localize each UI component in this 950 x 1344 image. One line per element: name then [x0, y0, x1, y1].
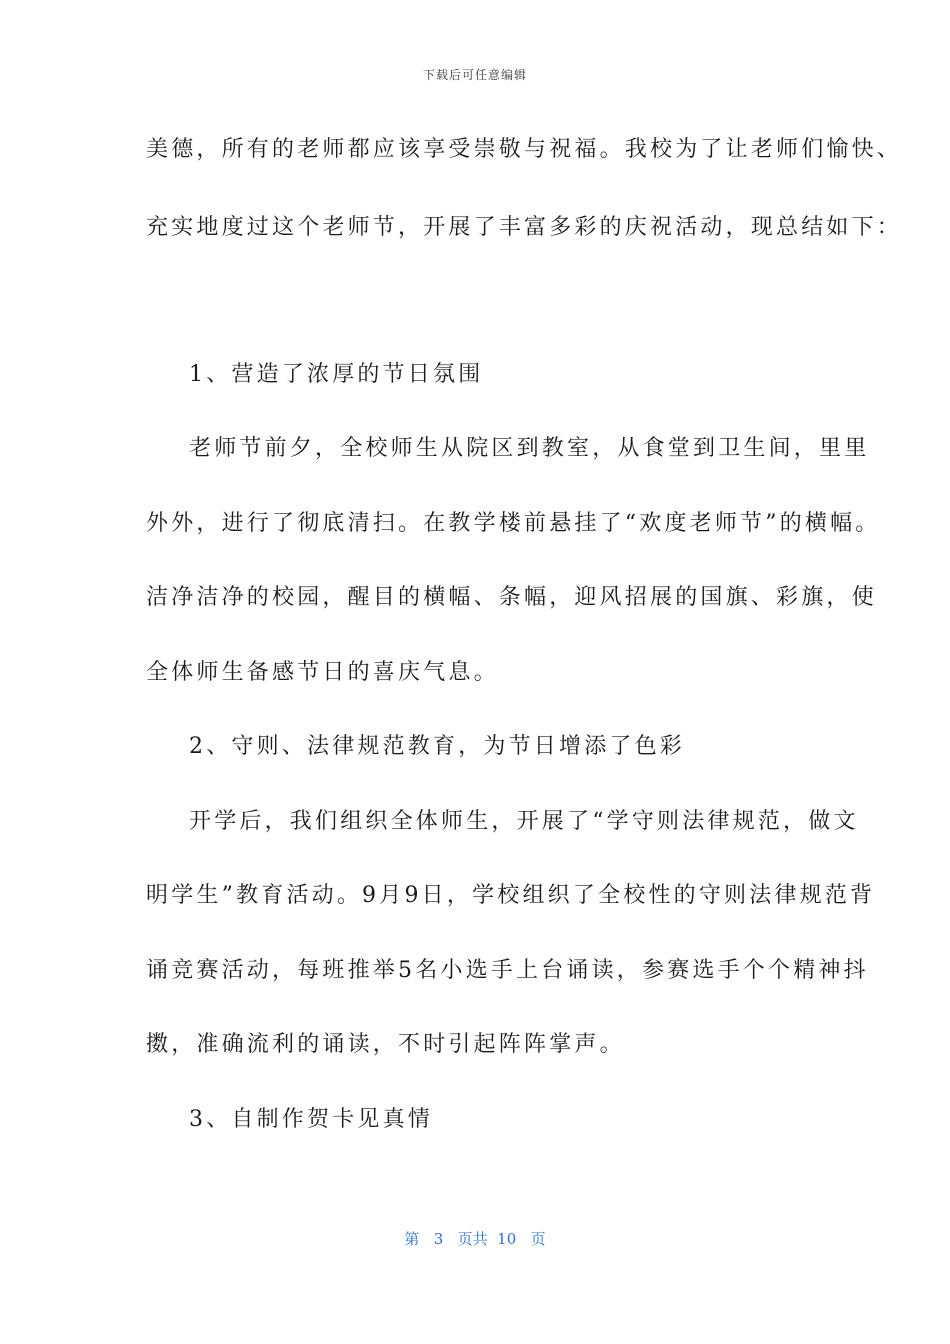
paragraph-line: 全体师生备感节日的喜庆气息。 [146, 660, 499, 685]
page-footer [0, 1228, 950, 1249]
paragraph-line: 开学后，我们组织全体师生，开展了“学守则法律规范，做文 [189, 809, 859, 834]
paragraph-line: 美德，所有的老师都应该享受崇敬与祝福。我校为了让老师们愉快、 [146, 137, 903, 162]
total-pages-number: 10 [497, 1230, 517, 1248]
footer-middle: 页共 [457, 1230, 488, 1248]
paragraph-line: 明学生”教育活动。9月9日，学校组织了全校性的守则法律规范背 [146, 883, 876, 908]
page-header: 下载后可任意编辑 [422, 68, 527, 82]
current-page-number: 3 [433, 1230, 444, 1248]
section-heading: 3、自制作贺卡见真情 [189, 1107, 433, 1132]
paragraph-line: 诵竞赛活动，每班推举5名小选手上台诵读，参赛选手个个精神抖 [146, 958, 869, 983]
paragraph-line: 擞，准确流利的诵读，不时引起阵阵掌声。 [146, 1032, 625, 1057]
paragraph-line: 充实地度过这个老师节，开展了丰富多彩的庆祝活动，现总结如下： [146, 215, 903, 240]
section-heading: 2、守则、法律规范教育，为节日增添了色彩 [189, 734, 685, 759]
paragraph-line: 外外，进行了彻底清扫。在教学楼前悬挂了“欢度老师节”的横幅。 [146, 511, 881, 536]
section-heading: 1、营造了浓厚的节日氛围 [189, 362, 484, 387]
paragraph-line: 洁净洁净的校园，醒目的横幅、条幅，迎风招展的国旗、彩旗，使 [146, 585, 877, 610]
footer-suffix: 页 [530, 1230, 546, 1248]
paragraph-line: 老师节前夕，全校师生从院区到教室，从食堂到卫生间，里里 [189, 436, 870, 461]
footer-prefix: 第 [404, 1230, 420, 1248]
